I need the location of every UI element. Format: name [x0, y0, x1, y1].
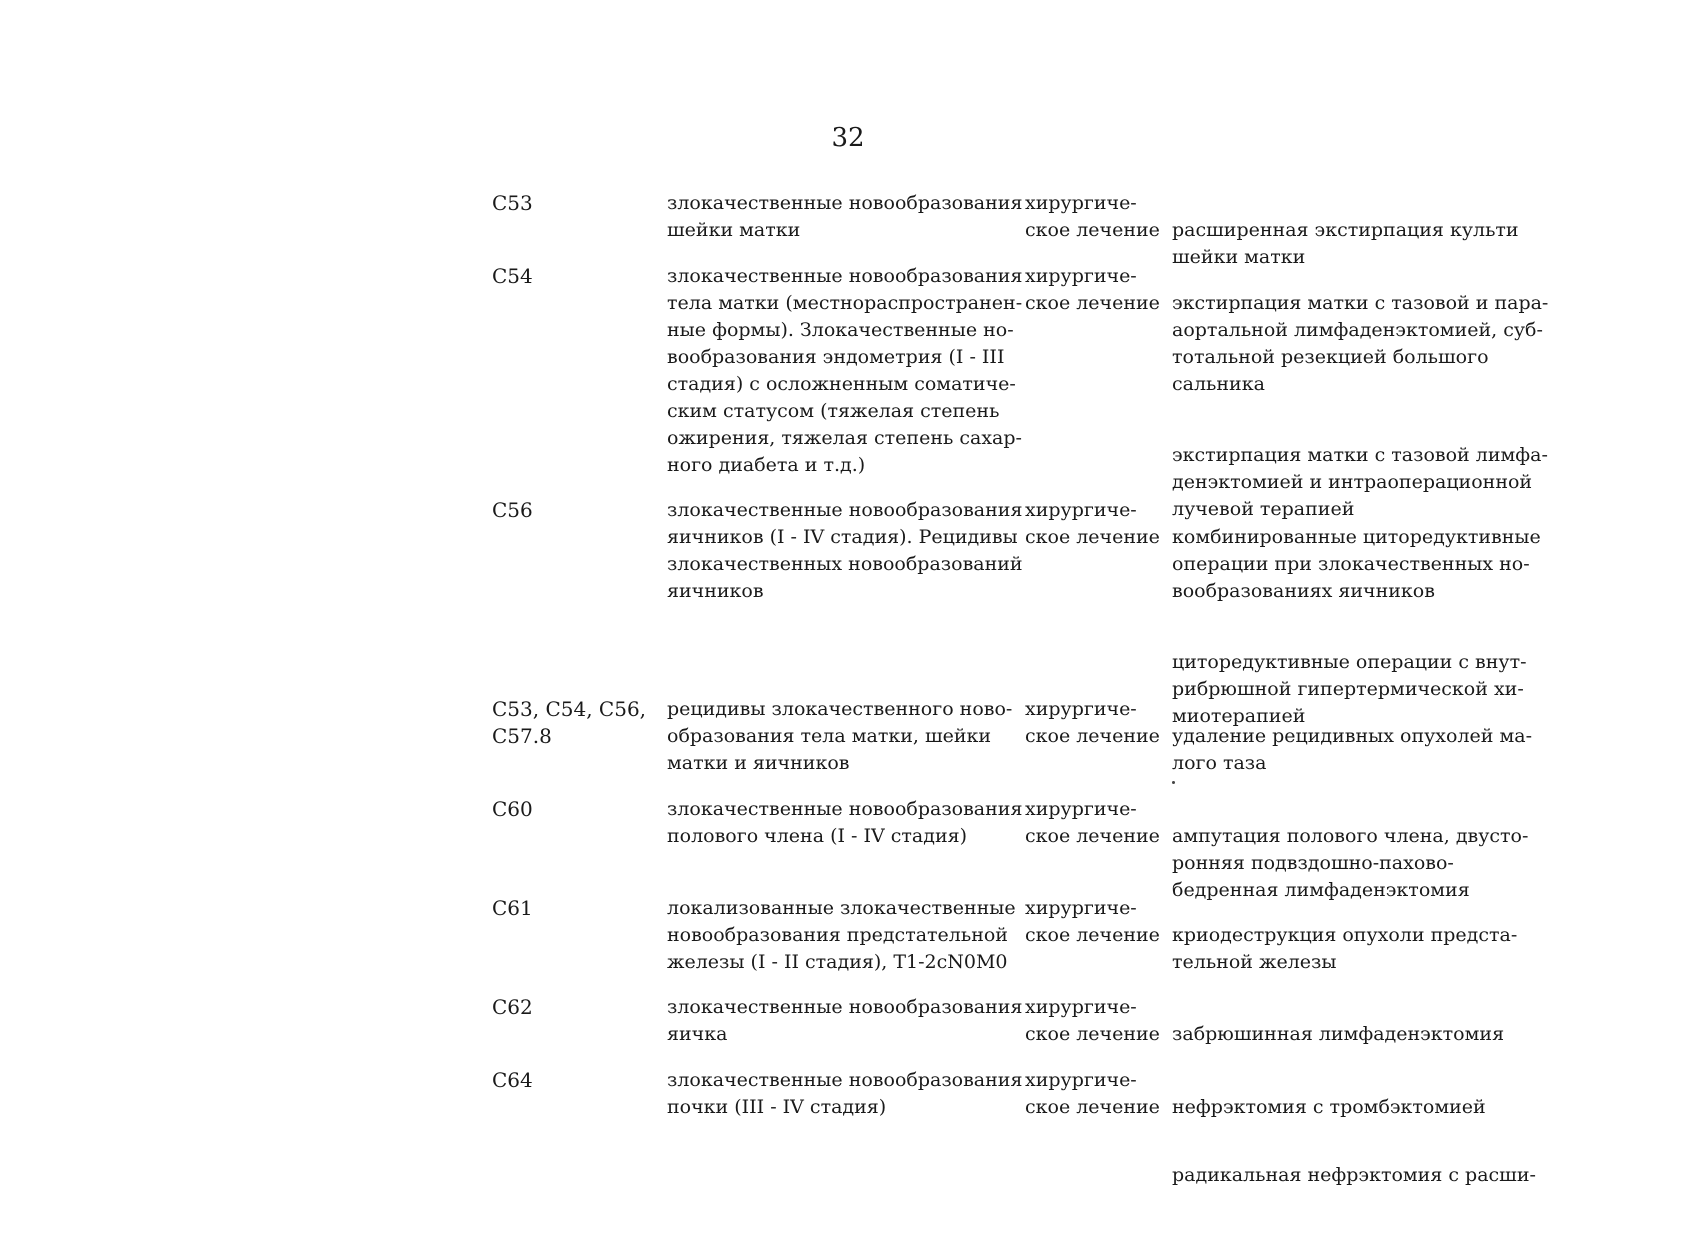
diagnosis-text: злокачественные новообразования полового члена (I - IV стадия) — [667, 798, 1023, 847]
method-item: удаление рецидивных опухолей ма- лого таза — [1172, 725, 1532, 774]
method-item: экстирпация матки с тазовой и пара- аортальной лимфаденэктомией, суб- тотальной резекцией большого сальника — [1172, 292, 1549, 395]
treatment-type: хирургиче- ское лечение — [1025, 265, 1160, 314]
diagnosis-text: злокачественные новообразования почки (III - IV стадия) — [667, 1069, 1023, 1118]
treatment-type: хирургиче- ское лечение — [1025, 897, 1160, 946]
diagnosis-text: злокачественные новообразования тела матки (местнораспространен- ные формы). Злокачественные но- вообразования эндометрия (I - III стадия) с осложненным соматиче- ским статусом (тяжелая степень ожирения, тяжелая степень сахар- ного диабета и т.д.) — [667, 265, 1023, 476]
method-item: расширенная экстирпация культи шейки матки — [1172, 219, 1519, 268]
treatment-type: хирургиче- ское лечение — [1025, 192, 1160, 241]
method-item: циторедуктивные операции с внут- рибрюшной гипертермической хи- миотерапией — [1172, 651, 1527, 727]
icd-code: C62 — [492, 995, 533, 1019]
scan-speck — [1172, 781, 1175, 784]
icd-code: C56 — [492, 498, 533, 522]
treatment-methods — [1172, 1067, 1552, 1233]
icd-code: C61 — [492, 896, 533, 920]
method-item: криодеструкция опухоли предста- тельной железы — [1172, 924, 1518, 973]
method-item: нефрэктомия с тромбэктомией — [1172, 1096, 1486, 1118]
icd-code: C64 — [492, 1068, 533, 1092]
method-item: радикальная нефрэктомия с расши- — [1172, 1164, 1536, 1186]
treatment-type: хирургиче- ское лечение — [1025, 499, 1160, 548]
method-item: забрюшинная лимфаденэктомия — [1172, 1023, 1505, 1045]
treatment-type: хирургиче- ское лечение — [1025, 1069, 1160, 1118]
diagnosis-text: локализованные злокачественные новообразования предстательной железы (I - II стадия), T1-2cN0M0 — [667, 897, 1016, 973]
page-number: 32 — [831, 123, 865, 153]
treatment-type: хирургиче- ское лечение — [1025, 698, 1160, 747]
method-item: ампутация полового члена, двусто- ронняя подвздошно-пахово- бедренная лимфаденэктомия — [1172, 825, 1529, 901]
icd-code: C53 — [492, 191, 533, 215]
treatment-type: хирургиче- ское лечение — [1025, 996, 1160, 1045]
diagnosis-text: злокачественные новообразования яичников (I - IV стадия). Рецидивы злокачественных новообразований яичников — [667, 499, 1023, 602]
icd-code: C53, C54, C56, C57.8 — [492, 697, 647, 748]
diagnosis-text: злокачественные новообразования яичка — [667, 996, 1023, 1045]
treatment-type: хирургиче- ское лечение — [1025, 798, 1160, 847]
icd-code: C54 — [492, 264, 533, 288]
method-item: комбинированные циторедуктивные операции при злокачественных но- вообразованиях яичников — [1172, 526, 1541, 602]
method-item: экстирпация матки с тазовой лимфа- денэктомией и интраоперационной лучевой терапией — [1172, 444, 1548, 520]
icd-code: C60 — [492, 797, 533, 821]
diagnosis-text: злокачественные новообразования шейки матки — [667, 192, 1023, 241]
diagnosis-text: рецидивы злокачественного ново- образования тела матки, шейки матки и яичников — [667, 698, 1013, 774]
